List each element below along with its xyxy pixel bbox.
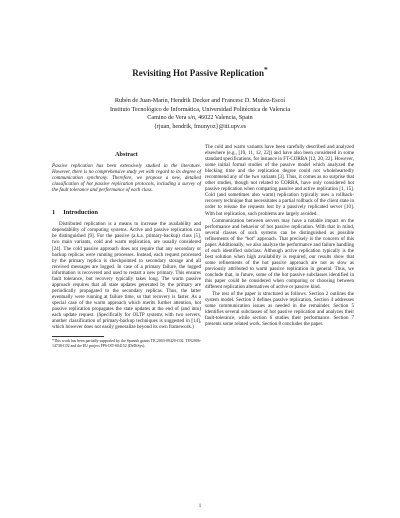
funding-footnote: *This work has been partially supported by the Spanish grants TIC2003-09420-C02, TIN2006-14738-C02 and the EU project FP6-IST-004152 (DeDiSys). xyxy=(52,339,201,349)
intro-paragraph-2: The cold and warm variants have been carefully described and analyzed elsewhere (e.g., [10, 11, 12, 22]) and have also been considered in some standard specifications, for instance in FT-CORBA [12, 20, 22]. However, some initial formal studies of the passive model which analyzed the blocking time and the replication degree could not wholeheartedly recommend any of the two variants [3]. Thus, it comes as no surprise that other studies, though not related to CORBA, have only considered hot passive replication when comparing passive and active replication [1, 15]. Cold (and sometimes also warm) replication typically uses a rollback-recovery technique that necessitates a partial rollback of the client state in order to reissue the requests lost by a passively replicated server [10]. With hot replication, such problems are largely avoided. xyxy=(205,145,354,217)
right-column xyxy=(205,145,354,328)
section-title: Introduction xyxy=(63,209,98,217)
intro-paragraph-3: Communication between servers may have a notable impact on the performance and behavior of hot passive replication. With that in mind, several classes of such systems can be distinguished as possible refinements of the “hot” approach. That precisely is the concern of this paper. Additionally, we also analyze the performance and failure handling of each identified subclass. Although active replication typically is the best solution when high availability is required, our results show that some refinements of the hot passive approach are not as slow as previously attributed to warm passive replication in general. Thus, we conclude that, in future, some of the hot passive subclasses identified in this paper could be considered when comparing or choosing between different replication alternatives of active or passive kind. xyxy=(205,218,354,291)
intro-paragraph-4: The rest of the paper is structured as follows. Section 2 outlines the system model. Section 3 defines passive replication. Section 4 addresses some communication issues as needed in the remainder. Section 5 identifies several subclasses of hot passive replication and analyzes their fault-tolerance, while section 6 studies their performance. Section 7 presents some related work. Section 8 concludes the paper. xyxy=(205,292,354,328)
author-names: Rubén de Juan-Marín, Hendrik Decker and Francesc D. Muñoz-Escoí xyxy=(114,98,286,104)
title-footnote-mark: * xyxy=(264,65,268,74)
section-heading-introduction xyxy=(52,210,201,216)
page-number: 1 xyxy=(198,504,202,509)
section-number: 1 xyxy=(52,209,56,217)
abstract-heading: Abstract xyxy=(115,152,138,158)
author-block xyxy=(0,97,400,131)
paper-title: Revisiting Hot Passive Replication* xyxy=(132,65,268,78)
left-column xyxy=(52,145,201,349)
author-email: {rjuan, hendrik, fmunyoz}@iti.upv.es xyxy=(153,123,247,130)
author-address: Camino de Vera s/n, 46022 Valencia, Spain xyxy=(147,115,253,122)
footnote-rule xyxy=(52,336,104,337)
author-institute: Instituto Tecnológico de Informática, Universidad Politécnica de Valencia xyxy=(109,106,291,113)
intro-paragraph-1: Distributed replication is a means to increase the availability and dependability of computing systems. Active and passive replication can be distinguished [9]. For the passive (a.k.a. primary-backup) class [5], two main variants, cold and warm replication, are usually considered [24]. The cold passive approach does not require that any secondary or backup replicas were running processes. Instead, each request processed by the primary replica is checkpointed to secondary storage and all received messages are logged. In case of a primary failure, the logged information is recovered and used to restart a new primary. This ensures fault tolerance, but recovery typically takes long. The warm passive approach requires that all state updates generated by the primary are periodically propagated to the secondary replicas. Thus, the latter eventually were running at failure time, so that recovery is faster. As a special case of the warm approach which merits further attention, hot passive replication propagates the state updates at the end of (and into) each update request. (Specifically for OLTP systems with two servers, another classification of primary-backup techniques is suggested in [14], which however does not easily generalize beyond its own framework.) xyxy=(52,222,201,331)
abstract-text: Passive replication has been extensively studied in the literature. However, there is no comprehensive study yet with regard to its degree of communication synchrony. Therefore, we propose a new, detailed classification of hot passive replication protocols, including a survey of the fault tolerance and performance of each class. xyxy=(52,164,201,194)
